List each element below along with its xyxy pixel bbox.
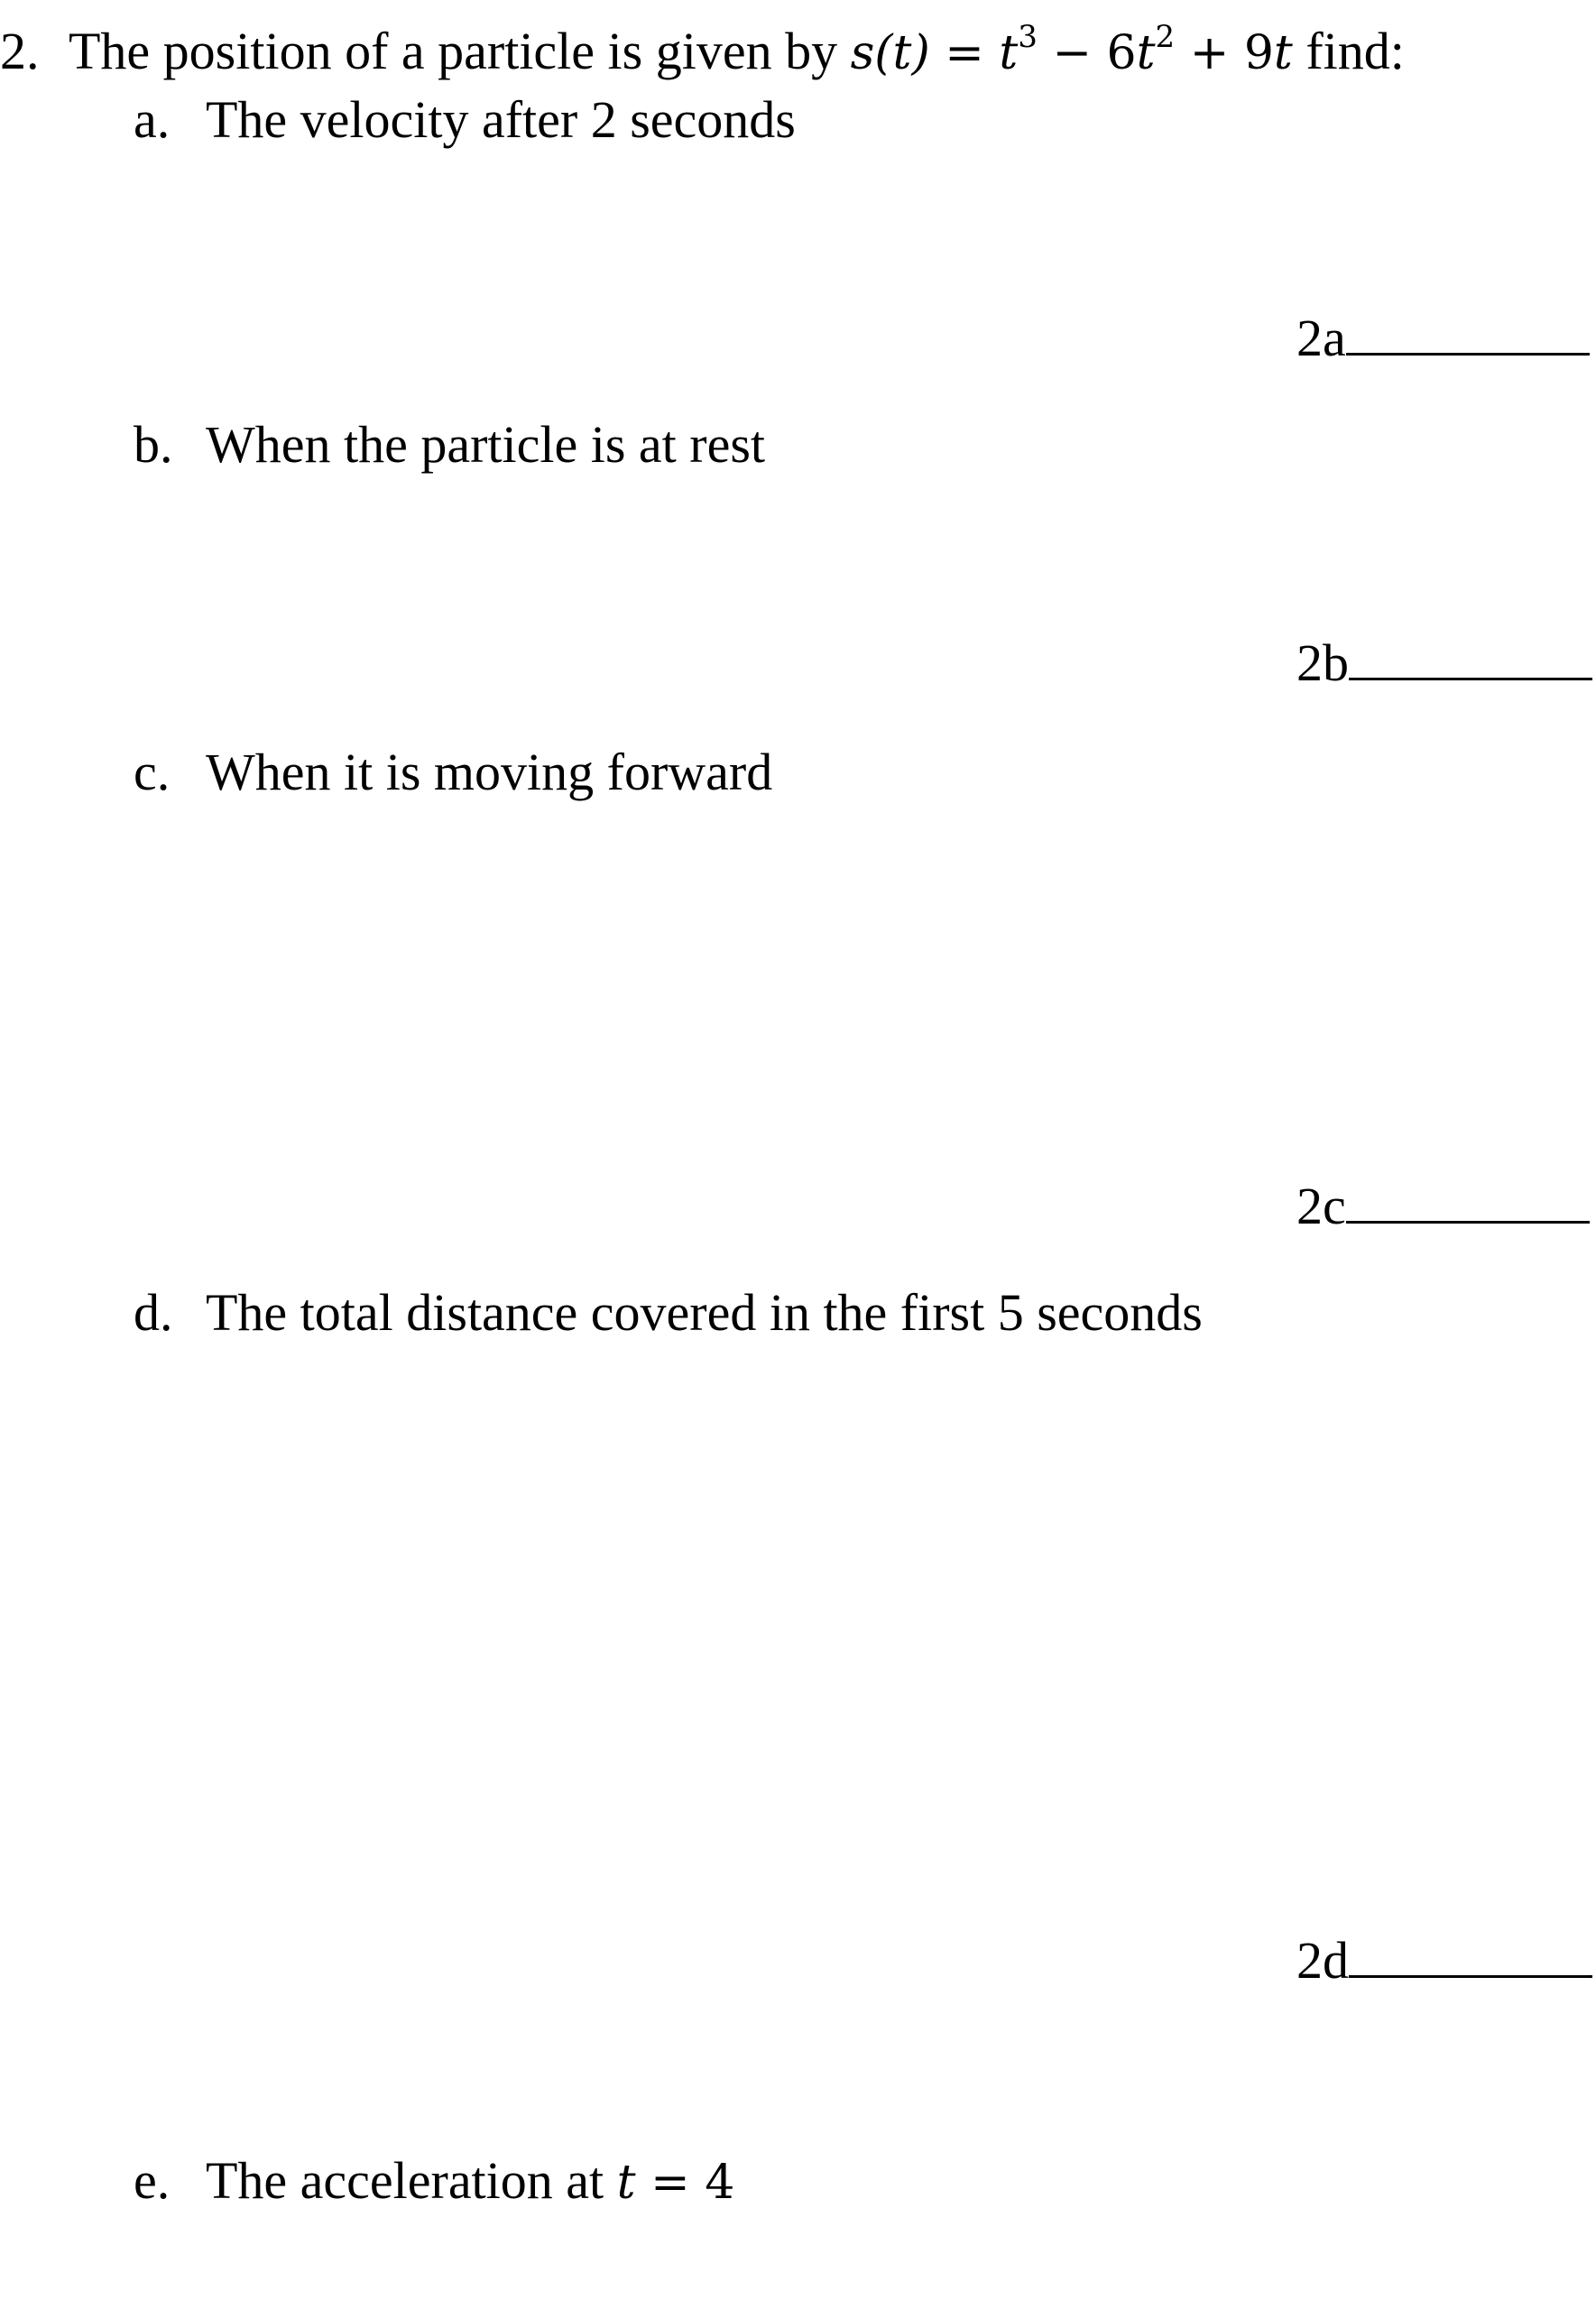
part-b bbox=[134, 411, 765, 478]
question-number: 2. bbox=[0, 22, 40, 80]
answer-2d-label: 2d bbox=[1296, 1931, 1349, 1990]
part-e-var: t bbox=[616, 2156, 636, 2210]
equation-lhs: s(t) bbox=[850, 26, 930, 80]
part-d-letter: d. bbox=[134, 1283, 173, 1342]
answer-2a-label: 2a bbox=[1296, 309, 1346, 367]
answer-2b bbox=[1296, 630, 1592, 697]
equation-minus: − 6 bbox=[1037, 26, 1137, 80]
part-c-text: When it is moving forward bbox=[206, 743, 773, 801]
answer-2c bbox=[1296, 1173, 1590, 1240]
equation-plus: + 9 bbox=[1175, 26, 1274, 80]
answer-2b-blank[interactable] bbox=[1349, 678, 1592, 680]
part-b-letter: b. bbox=[134, 415, 173, 474]
part-d bbox=[134, 1280, 1203, 1346]
equation-equals: = bbox=[929, 26, 1000, 80]
answer-2d-blank[interactable] bbox=[1349, 1975, 1592, 1978]
part-c bbox=[134, 739, 772, 806]
position-equation bbox=[850, 19, 1293, 80]
part-e-text: The acceleration at bbox=[206, 2151, 604, 2210]
equation-t3-exp: 3 bbox=[1018, 19, 1038, 55]
answer-2a-blank[interactable] bbox=[1346, 353, 1590, 356]
answer-2c-blank[interactable] bbox=[1346, 1221, 1590, 1224]
part-a-text: The velocity after 2 seconds bbox=[206, 90, 796, 149]
equation-t2-base: t bbox=[1136, 26, 1156, 80]
question-text-before: The position of a particle is given by bbox=[69, 22, 838, 80]
part-e-rest: = 4 bbox=[635, 2156, 735, 2210]
question-text-after: find: bbox=[1305, 22, 1405, 80]
part-c-letter: c. bbox=[134, 743, 171, 801]
equation-t-last: t bbox=[1273, 26, 1293, 80]
part-e-letter: e. bbox=[134, 2151, 171, 2210]
answer-2c-label: 2c bbox=[1296, 1177, 1346, 1235]
part-e bbox=[134, 2148, 734, 2216]
part-b-text: When the particle is at rest bbox=[206, 415, 766, 474]
part-a-letter: a. bbox=[134, 90, 171, 149]
part-d-text: The total distance covered in the first 5 seconds bbox=[206, 1283, 1203, 1342]
answer-2a bbox=[1296, 305, 1590, 372]
part-a bbox=[134, 87, 796, 153]
equation-t2-exp: 2 bbox=[1155, 19, 1176, 55]
question-2 bbox=[0, 18, 1405, 87]
answer-2d bbox=[1296, 1927, 1592, 1994]
answer-2b-label: 2b bbox=[1296, 633, 1349, 692]
equation-t3-base: t bbox=[999, 26, 1019, 80]
